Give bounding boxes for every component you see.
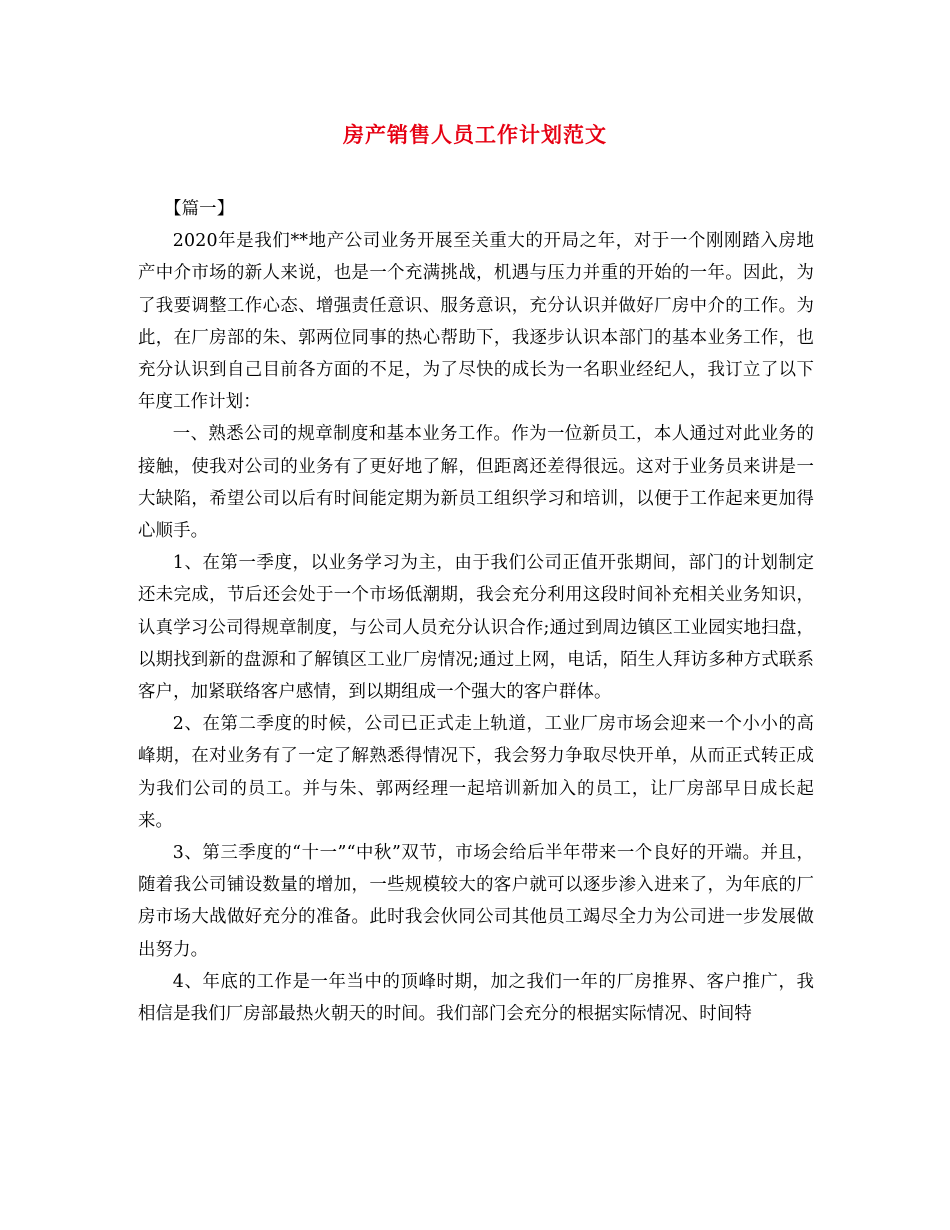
paragraph-quarter-one: 1、在第一季度，以业务学习为主，由于我们公司正值开张期间，部门的计划制定还未完成，节后还会处于一个市场低潮期，我会充分利用这段时间补充相关业务知识，认真学习公司得规章制度，与公司人员充分认识合作;通过到周边镇区工业园实地扫盘，以期找到新的盘源和了解镇区工业厂房情况;通过上网，电话，陌生人拜访多种方式联系客户，加紧联络客户感情，到以期组成一个强大的客户群体。 [138,553,814,703]
document-body [138,193,814,1030]
paragraph-intro: 2020年是我们**地产公司业务开展至关重大的开局之年，对于一个刚刚踏入房地产中介市场的新人来说，也是一个充满挑战，机遇与压力并重的开始的一年。因此，为了我要调整工作心态、增强责任意识、服务意识，充分认识并做好厂房中介的工作。为此，在厂房部的朱、郭两位同事的热心帮助下，我逐步认识本部门的基本业务工作，也充分认识到自己目前各方面的不足，为了尽快的成长为一名职业经纪人，我订立了以下年度工作计划： [138,231,814,413]
paragraph-quarter-two: 2、在第二季度的时候，公司已正式走上轨道，工业厂房市场会迎来一个小小的高峰期，在对业务有了一定了解熟悉得情况下，我会努力争取尽快开单，从而正式转正成为我们公司的员工。并与朱、郭两经理一起培训新加入的员工，让厂房部早日成长起来。 [138,714,814,831]
paragraph-point-one: 一、熟悉公司的规章制度和基本业务工作。作为一位新员工，本人通过对此业务的接触，使我对公司的业务有了更好地了解，但距离还差得很远。这对于业务员来讲是一大缺陷，希望公司以后有时间能定期为新员工组织学习和培训，以便于工作起来更加得心顺手。 [138,424,814,542]
section-label: 【篇一】 [164,199,235,219]
paragraph-year-end: 4、年底的工作是一年当中的顶峰时期，加之我们一年的厂房推界、客户推广，我相信是我们厂房部最热火朝天的时间。我们部门会充分的根据实际情况、时间特 [138,971,814,1025]
document-title: 房产销售人员工作计划范文 [343,122,607,147]
paragraph-quarter-three: 3、第三季度的“十一”“中秋”双节，市场会给后半年带来一个良好的开端。并且，随着我公司铺设数量的增加，一些规模较大的客户就可以逐步渗入进来了，为年底的厂房市场大战做好充分的准备。此时我会伙同公司其他员工竭尽全力为公司进一步发展做出努力。 [138,843,814,960]
